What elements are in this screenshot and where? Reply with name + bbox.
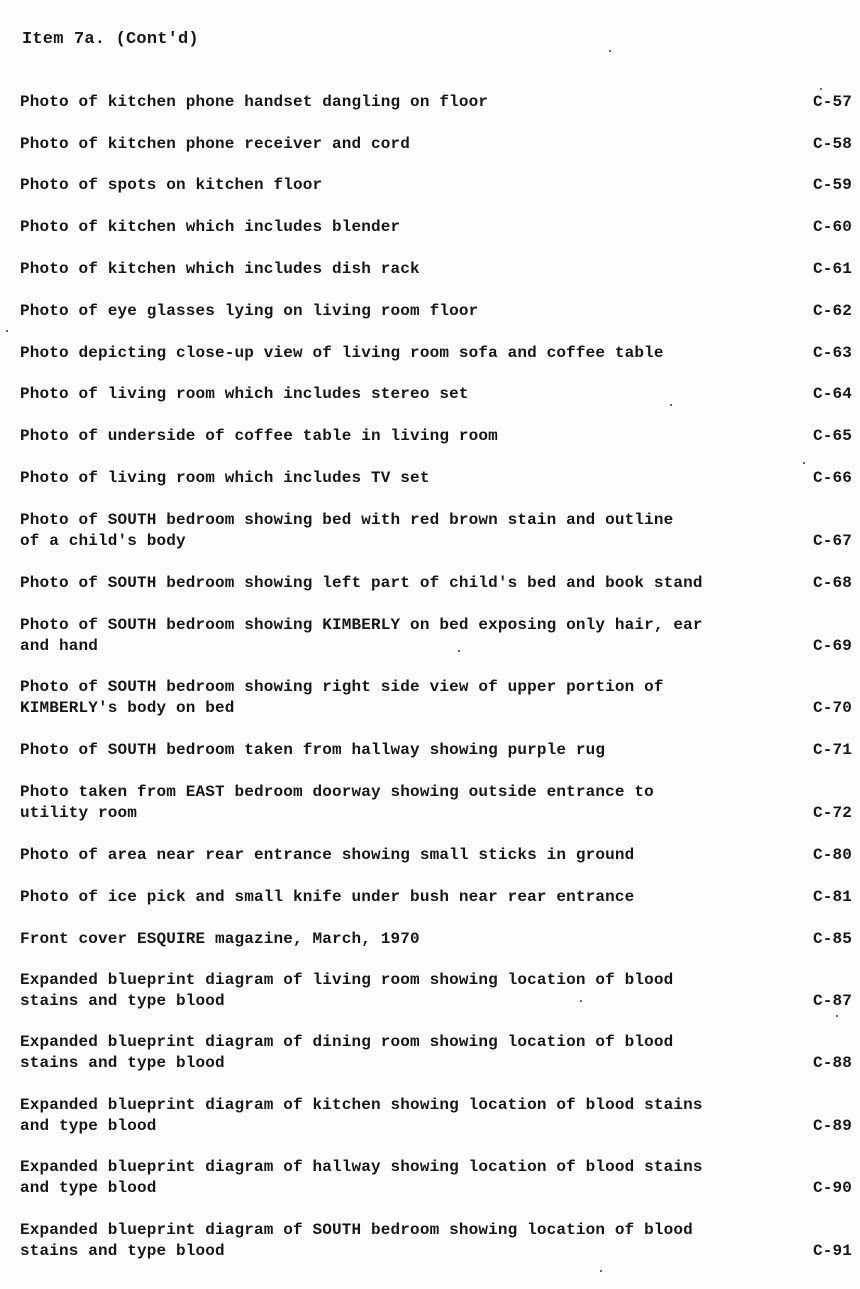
exhibit-number: C-60 bbox=[812, 218, 852, 236]
page-header: Item 7a. (Cont'd) bbox=[22, 30, 199, 49]
exhibit-number: C-68 bbox=[812, 574, 852, 592]
exhibit-number: C-62 bbox=[812, 302, 852, 320]
entry-description: Photo of SOUTH bedroom showing left part of child's bed and book stand bbox=[20, 574, 703, 592]
entry-description: Photo taken from EAST bedroom doorway showing outside entrance to utility room bbox=[20, 783, 654, 822]
exhibit-number: C-65 bbox=[812, 427, 852, 445]
exhibit-number: C-70 bbox=[812, 699, 852, 717]
exhibit-number: C-63 bbox=[812, 344, 852, 362]
exhibit-number: C-90 bbox=[812, 1179, 852, 1197]
entry-description: Photo of SOUTH bedroom showing right side view of upper portion of KIMBERLY's body on bed bbox=[20, 678, 664, 717]
entry-description: Photo of living room which includes TV set bbox=[20, 469, 430, 487]
scan-speck bbox=[670, 404, 672, 406]
entry-description: Photo of SOUTH bedroom taken from hallway showing purple rug bbox=[20, 741, 606, 759]
entry-description: Front cover ESQUIRE magazine, March, 1970 bbox=[20, 930, 420, 948]
scan-speck bbox=[820, 88, 822, 90]
exhibit-number: C-91 bbox=[812, 1242, 852, 1260]
scan-speck bbox=[600, 1270, 602, 1272]
entry-description: Expanded blueprint diagram of dining room showing location of blood stains and type blood bbox=[20, 1033, 674, 1072]
exhibit-number: C-67 bbox=[812, 532, 852, 550]
entry-description: Expanded blueprint diagram of living room showing location of blood stains and type blood bbox=[20, 971, 674, 1010]
scan-speck bbox=[836, 1015, 838, 1017]
scan-speck bbox=[6, 330, 8, 332]
entry-description: Expanded blueprint diagram of kitchen showing location of blood stains and type blood bbox=[20, 1096, 703, 1135]
exhibit-number: C-59 bbox=[812, 176, 852, 194]
entry-description: Photo of area near rear entrance showing small sticks in ground bbox=[20, 846, 635, 864]
exhibit-number: C-88 bbox=[812, 1054, 852, 1072]
entry-description: Photo depicting close-up view of living room sofa and coffee table bbox=[20, 344, 664, 362]
entry-description: Expanded blueprint diagram of SOUTH bedroom showing location of blood stains and type blood bbox=[20, 1221, 693, 1260]
entry-description: Photo of living room which includes stereo set bbox=[20, 385, 469, 403]
exhibit-number: C-80 bbox=[812, 846, 852, 864]
exhibit-number: C-66 bbox=[812, 469, 852, 487]
exhibit-number: C-58 bbox=[812, 135, 852, 153]
entry-description: Photo of eye glasses lying on living room floor bbox=[20, 302, 479, 320]
exhibit-number: C-81 bbox=[812, 888, 852, 906]
entry-description: Expanded blueprint diagram of hallway showing location of blood stains and type blood bbox=[20, 1158, 703, 1197]
entry-description: Photo of spots on kitchen floor bbox=[20, 176, 323, 194]
entry-description: Photo of SOUTH bedroom showing bed with red brown stain and outline of a child's body bbox=[20, 511, 674, 550]
entry-description: Photo of underside of coffee table in living room bbox=[20, 427, 498, 445]
exhibit-number: C-71 bbox=[812, 741, 852, 759]
entry-description: Photo of kitchen phone receiver and cord bbox=[20, 135, 411, 153]
exhibit-number: C-57 bbox=[812, 93, 852, 111]
scan-speck bbox=[803, 462, 805, 464]
exhibit-number: C-64 bbox=[812, 385, 852, 403]
exhibit-number: C-72 bbox=[812, 804, 852, 822]
exhibit-number: C-89 bbox=[812, 1117, 852, 1135]
exhibit-number: C-85 bbox=[812, 930, 852, 948]
entry-description: Photo of ice pick and small knife under bush near rear entrance bbox=[20, 888, 635, 906]
entry-description: Photo of SOUTH bedroom showing KIMBERLY on bed exposing only hair, ear and hand bbox=[20, 616, 703, 655]
exhibit-number: C-61 bbox=[812, 260, 852, 278]
entry-description: Photo of kitchen phone handset dangling on floor bbox=[20, 93, 489, 111]
scan-speck bbox=[580, 1000, 582, 1002]
scan-speck bbox=[458, 650, 460, 652]
exhibit-number: C-69 bbox=[812, 637, 852, 655]
entry-description: Photo of kitchen which includes blender bbox=[20, 218, 401, 236]
scan-speck bbox=[609, 50, 611, 52]
exhibit-number: C-87 bbox=[812, 992, 852, 1010]
entry-description: Photo of kitchen which includes dish rack bbox=[20, 260, 420, 278]
